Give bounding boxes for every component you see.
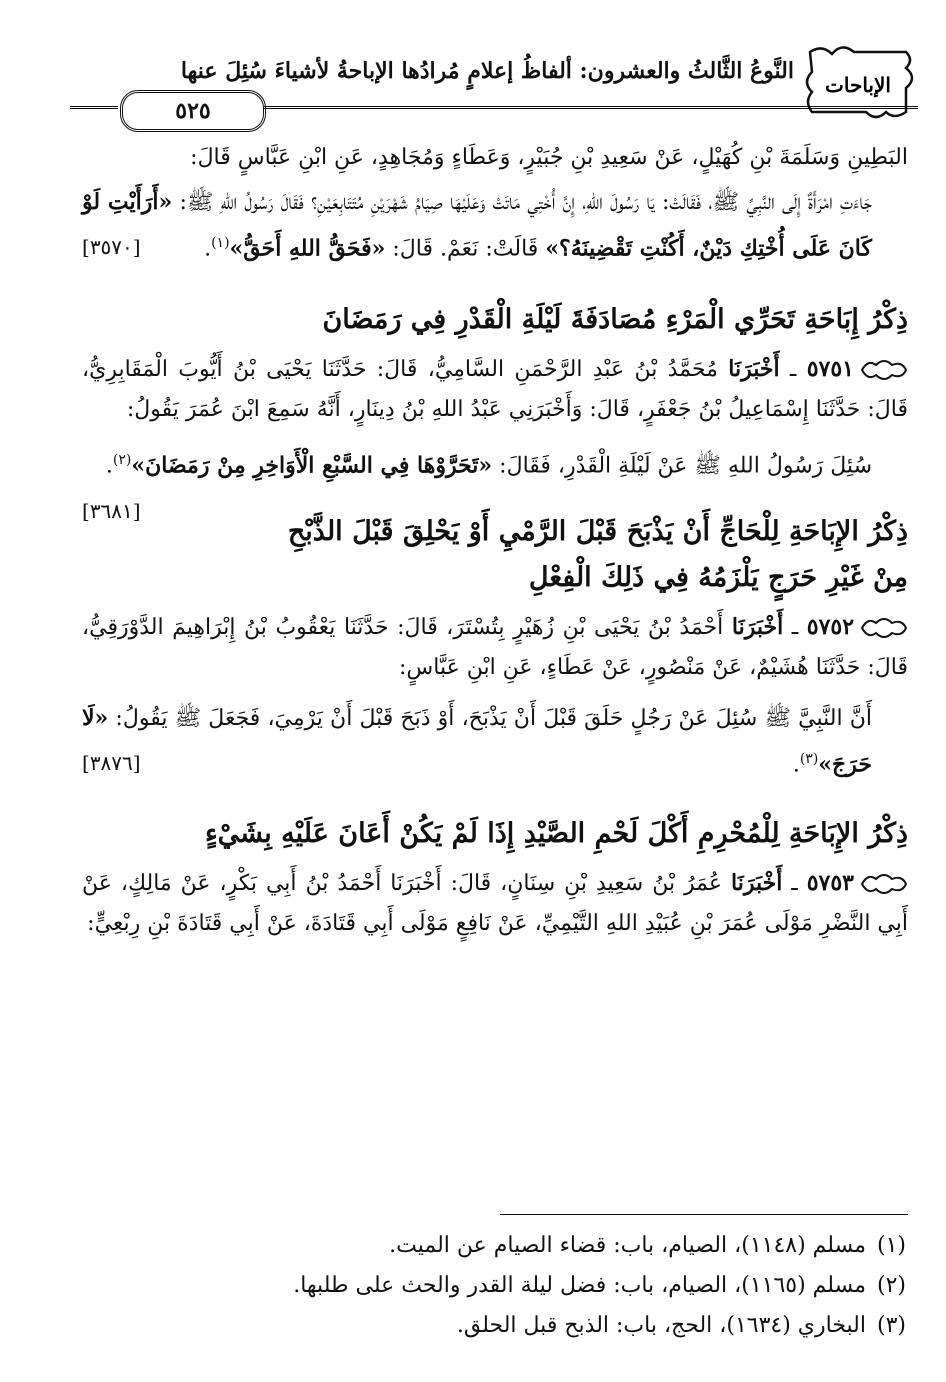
header-rule-left xyxy=(70,106,118,109)
footnote-text: مسلم (١١٤٨)، الصيام، باب: قضاء الصيام عن الميت. xyxy=(389,1233,866,1258)
hadith-marker-icon xyxy=(860,871,908,897)
hadith-marker-icon xyxy=(860,615,908,641)
hadith-isnad: ٥٧٥٣ ـ أَخْبَرَنَا عُمَرُ بْنُ سَعِيدِ بْنِ سِنَانٍ، قَالَ: أَخْبَرَنَا أَحْمَدُ بْنُ أَبِي بَكْرٍ، عَنْ مَالِكٍ، عَنْ أَبِي النَّضْرِ مَوْلَى عُمَرَ بْنِ عُبَيْدِ اللهِ التَّيْمِيِّ، عَنْ نَافِعٍ مَوْلَى أَبِي قَتَادَةَ، عَنْ أَبِي قَتَادَةَ بْنِ رِبْعِيٍّ: xyxy=(82,869,908,936)
header-rule xyxy=(264,106,918,109)
chapter-heading: ذِكْرُ الإِبَاحَةِ لِلْحَاجِّ أَنْ يَذْبَحَ قَبْلَ الرَّمْيِ أَوْ يَحْلِقَ قَبْلَ الذَّبْحِ xyxy=(287,515,908,547)
chapter-heading: ذِكْرُ الإِبَاحَةِ لِلْمُحْرِمِ أَكْلَ لَحْمِ الصَّيْدِ إِذَا لَمْ يَكُنْ أَعَانَ عَلَيْهِ بِشَيْءٍ xyxy=(204,817,908,849)
matn-text: سُئِلَ رَسُولُ اللهِ ﷺ عَنْ لَيْلَةِ الْقَدْرِ، فَقَالَ: xyxy=(492,453,872,479)
matn-text: قَالَتْ: نَعَمْ. قَالَ: xyxy=(385,236,546,262)
hadith-isnad: ٥٧٥١ ـ أَخْبَرَنَا مُحَمَّدُ بْنُ عَبْدِ الرَّحْمَنِ السَّامِيُّ، قَالَ: حَدَّثَنَا يَحْيَى بْنُ أَيُّوبَ الْمَقَابِرِيُّ، قَالَ: حَدَّثَنَا إِسْمَاعِيلُ بْنُ جَعْفَرٍ، قَالَ: وَأَخْبَرَنِي عَبْدُ اللهِ بْنُ دِينَارٍ، أَنَّهُ سَمِعَ ابْنَ عُمَرَ يَقُولُ: xyxy=(82,356,908,423)
chapter-heading: ذِكْرُ إِبَاحَةِ تَحَرِّي الْمَرْءِ مُصَادَفَةَ لَيْلَةِ الْقَدْرِ فِي رَمَضَانَ xyxy=(322,304,908,336)
hadith-number: ٥٧٥١ xyxy=(806,356,854,383)
matn-text: أَنَّ النَّبِيَّ ﷺ سُئِلَ عَنْ رَجُلٍ حَلَقَ قَبْلَ أَنْ يَذْبَحَ، أَوْ ذَبَحَ قَبْلَ أَنْ يَرْمِيَ، فَجَعَلَ ﷺ يَقُولُ: xyxy=(108,705,873,731)
footnote-ref: (١) xyxy=(211,235,230,251)
footnote-mark: (٢) xyxy=(876,1273,906,1298)
isnad-text: أَحْمَدُ بْنُ يَحْيَى بْنِ زُهَيْرٍ بِتُسْتَرَ، قَالَ: حَدَّثَنَا يَعْقُوبُ بْنُ إِبْرَاهِيمَ الدَّوْرَقِيُّ، قَالَ: حَدَّثَنَا هُشَيْمٌ، عَنْ مَنْصُورٍ، عَنْ عَطَاءٍ، عَنِ ابْنِ عَبَّاسٍ: xyxy=(82,614,908,680)
hadith-matn: جَاءَتِ امْرَأَةٌ إِلَى النَّبِيِّ ﷺ، فَقَالَتْ: يَا رَسُولَ اللهِ، إِنَّ أُخْتِي مَاتَتْ وَعَلَيْهَا صِيَامُ شَهْرَيْنِ مُتَتَابِعَيْنِ؟ فَقَالَ رَسُولُ اللهِ ﷺ: «أَرَأَيْتِ لَوْ كَانَ عَلَى أُخْتِكِ دَيْنٌ، أَكُنْتِ تَقْضِينَهُ؟» قَالَتْ: نَعَمْ. قَالَ: «فَحَقُّ اللهِ أَحَقُّ»$^{(١)}$. [٣٥٧٠] xyxy=(82,182,908,269)
footnotes xyxy=(86,1226,906,1346)
footnote-text: البخاري (١٦٣٤)، الحج، باب: الذبح قبل الحلق. xyxy=(456,1313,866,1338)
footnote xyxy=(86,1266,906,1306)
chapter-heading: مِنْ غَيْرِ حَرَجٍ يَلْزَمُهُ فِي ذَلِكَ الْفِعْلِ xyxy=(528,561,908,593)
footnote-ref: (٣) xyxy=(799,750,819,767)
badge-label: الإباحات xyxy=(825,73,891,97)
hadith-marker-icon xyxy=(860,357,908,383)
hadith-number: ٥٧٥٢ xyxy=(806,613,855,640)
running-title: النَّوعُ الثَّالثُ والعشرون: ألفاظُ إعلامٍ مُرادُها الإباحةُ لأشياءَ سُئِلَ عنها xyxy=(180,58,794,84)
footnote xyxy=(86,1226,906,1266)
footnote xyxy=(86,1306,906,1346)
footnote-separator xyxy=(500,1214,908,1215)
prophetic-saying: «لَا حَرَجَ» xyxy=(82,704,872,777)
hadith-matn: أَنَّ النَّبِيَّ ﷺ سُئِلَ عَنْ رَجُلٍ حَلَقَ قَبْلَ أَنْ يَذْبَحَ، أَوْ ذَبَحَ قَبْلَ أَنْ يَرْمِيَ، فَجَعَلَ ﷺ يَقُولُ: «لَا حَرَجَ»$^{(٣)}$. [٣٨٧٦] xyxy=(82,698,908,785)
hadith-reference: [٣٦٨١] xyxy=(82,498,141,523)
hadith-number: ٥٧٥٣ xyxy=(806,869,854,896)
matn-text: جَاءَتِ امْرَأَةٌ إِلَى النَّبِيِّ ﷺ، فَقَالَتْ: يَا رَسُولَ اللهِ، إِنَّ أُخْتِي مَاتَتْ وَعَلَيْهَا صِيَامُ شَهْرَيْنِ مُتَتَابِعَيْنِ؟ فَقَالَ رَسُولُ اللهِ ﷺ: xyxy=(172,190,872,215)
prophetic-saying: «تَحَرَّوْهَا فِي السَّبْعِ الْأَوَاخِرِ مِنْ رَمَضَانَ» xyxy=(131,452,493,479)
prophetic-saying: «فَحَقُّ اللهِ أَحَقُّ» xyxy=(229,235,386,262)
paragraph: البَطِينِ وَسَلَمَةَ بْنِ كُهَيْلٍ، عَنْ سَعِيدِ بْنِ جُبَيْرٍ، وَعَطَاءٍ وَمُجَاهِدٍ، عَنِ ابْنِ عَبَّاسٍ قَالَ: xyxy=(190,145,908,170)
isnad-intro: أَخْبَرَنَا xyxy=(728,356,780,383)
section-badge xyxy=(802,42,918,124)
page-header xyxy=(70,28,918,128)
hadith-isnad: ٥٧٥٢ ـ أَخْبَرَنَا أَحْمَدُ بْنُ يَحْيَى بْنِ زُهَيْرٍ بِتُسْتَرَ، قَالَ: حَدَّثَنَا يَعْقُوبُ بْنُ إِبْرَاهِيمَ الدَّوْرَقِيُّ، قَالَ: حَدَّثَنَا هُشَيْمٌ، عَنْ مَنْصُورٍ، عَنْ عَطَاءٍ، عَنِ ابْنِ عَبَّاسٍ: xyxy=(82,613,908,680)
footnote-text: مسلم (١١٦٥)، الصيام، باب: فضل ليلة القدر والحث على طلبها. xyxy=(293,1273,866,1298)
main-text xyxy=(82,138,908,944)
prophetic-saying: «أَرَأَيْتِ لَوْ كَانَ عَلَى أُخْتِكِ دَيْنٌ، أَكُنْتِ تَقْضِينَهُ؟» xyxy=(82,189,872,262)
hadith-matn: سُئِلَ رَسُولُ اللهِ ﷺ عَنْ لَيْلَةِ الْقَدْرِ، فَقَالَ: «تَحَرَّوْهَا فِي السَّبْعِ الْأَوَاخِرِ مِنْ رَمَضَانَ»$^{(٢)}$. [٣٦٨١] xyxy=(82,440,908,486)
isnad-intro: أَخْبَرَنَا xyxy=(731,613,784,640)
isnad-text: مُحَمَّدُ بْنُ عَبْدِ الرَّحْمَنِ السَّامِيُّ، قَالَ: حَدَّثَنَا يَحْيَى بْنُ أَيُّوبَ الْمَقَابِرِيُّ، قَالَ: حَدَّثَنَا إِسْمَاعِيلُ بْنُ جَعْفَرٍ، قَالَ: وَأَخْبَرَنِي عَبْدُ اللهِ بْنُ دِينَارٍ، أَنَّهُ سَمِعَ ابْنَ عُمَرَ يَقُولُ: xyxy=(82,357,908,423)
hadith-reference: [٣٨٧٦] xyxy=(82,750,141,775)
isnad-intro: أَخْبَرَنَا xyxy=(731,869,783,896)
hadith-reference: [٣٥٧٠] xyxy=(82,235,141,259)
page-number: ٥٢٥ xyxy=(120,90,266,132)
footnote-mark: (٣) xyxy=(876,1313,906,1338)
footnote-ref: (٢) xyxy=(112,452,132,469)
isnad-text: عُمَرُ بْنُ سَعِيدِ بْنِ سِنَانٍ، قَالَ: أَخْبَرَنَا أَحْمَدُ بْنُ أَبِي بَكْرٍ، عَنْ مَالِكٍ، عَنْ أَبِي النَّضْرِ مَوْلَى عُمَرَ بْنِ عُبَيْدِ اللهِ التَّيْمِيِّ، عَنْ نَافِعٍ مَوْلَى أَبِي قَتَادَةَ، عَنْ أَبِي قَتَادَةَ بْنِ رِبْعِيٍّ: xyxy=(82,870,908,936)
footnote-mark: (١) xyxy=(876,1233,906,1258)
